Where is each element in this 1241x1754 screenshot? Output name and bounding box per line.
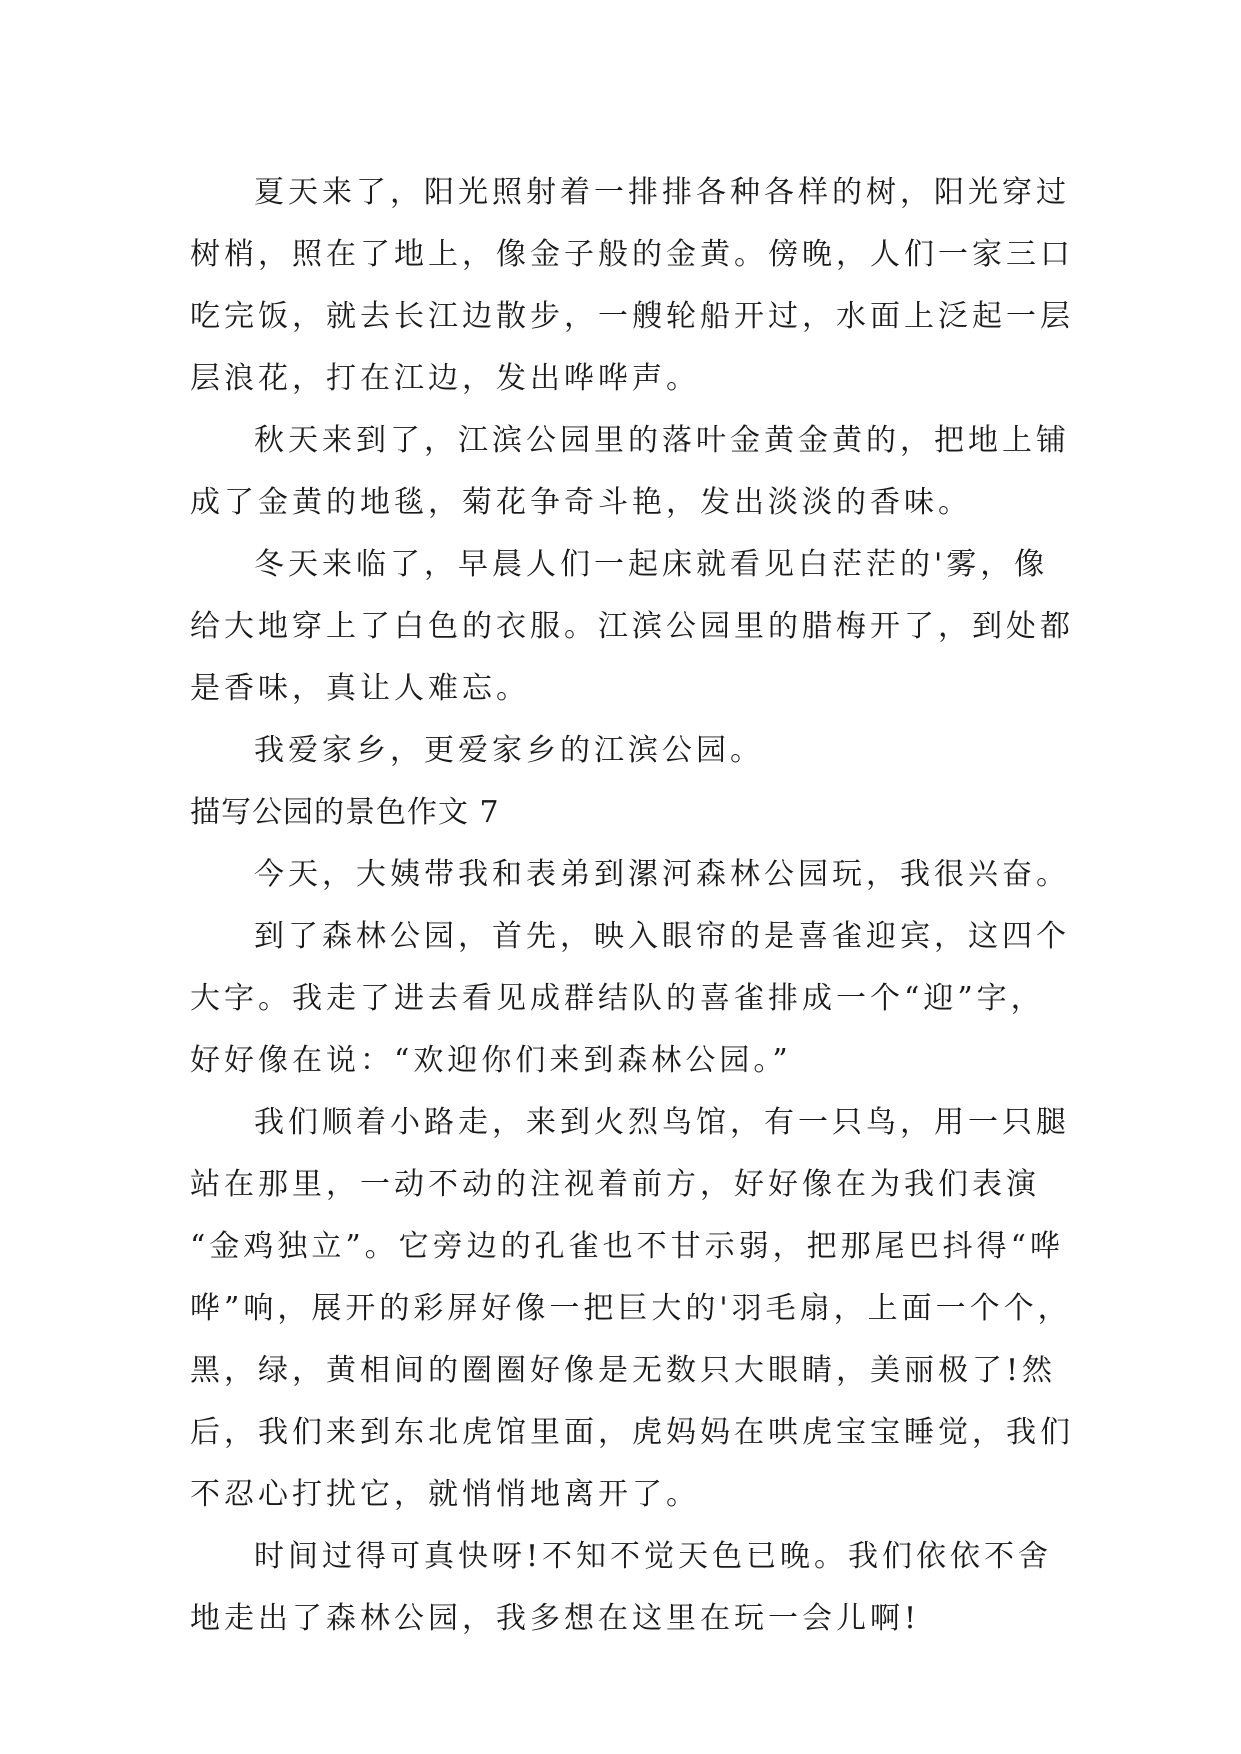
text-line: 层浪花，打在江边，发出哗哗声。: [190, 361, 700, 396]
paragraph: [190, 162, 1074, 410]
text-line: 冬天来临了，早晨人们一起床就看见白茫茫的'雾，像: [254, 547, 1049, 582]
text-line: 今天，大姨带我和表弟到漯河森林公园玩，我很兴奋。: [254, 857, 1070, 892]
text-line: 给大地穿上了白色的衣服。江滨公园里的腊梅开了，到处都: [190, 609, 1074, 644]
text-line: 时间过得可真快呀!不知不觉天色已晚。我们依依不舍: [254, 1539, 1053, 1574]
section-heading: 描写公园的景色作文 7: [190, 795, 500, 830]
text-line: “金鸡独立”。它旁边的孔雀也不甘示弱，把那尾巴抖得“哗: [190, 1229, 1065, 1264]
text-line: 后，我们来到东北虎馆里面，虎妈妈在哄虎宝宝睡觉，我们: [190, 1415, 1074, 1450]
text-line: 成了金黄的地毯，菊花争奇斗艳，发出淡淡的香味。: [190, 485, 972, 520]
text-line: 好好像在说：“欢迎你们来到森林公园。”: [190, 1043, 792, 1078]
text-line: 秋天来到了，江滨公园里的落叶金黄金黄的，把地上铺: [254, 423, 1070, 458]
text-line: 到了森林公园，首先，映入眼帘的是喜雀迎宾，这四个: [254, 919, 1070, 954]
text-line: 夏天来了，阳光照射着一排排各种各样的树，阳光穿过: [254, 175, 1070, 210]
document-body: [190, 162, 1074, 1650]
paragraph: [190, 1526, 1070, 1650]
paragraph: [190, 410, 1070, 534]
text-line: 地走出了森林公园，我多想在这里在玩一会儿啊!: [190, 1601, 921, 1636]
text-line: 吃完饭，就去长江边散步，一艘轮船开过，水面上泛起一层: [190, 299, 1074, 334]
text-line: 大字。我走了进去看见成群结队的喜雀排成一个“迎”字，: [190, 981, 1045, 1016]
text-line: 哗”响，展开的彩屏好像一把巨大的'羽毛扇，上面一个个，: [190, 1291, 1072, 1326]
text-line: 是香味，真让人难忘。: [190, 671, 530, 706]
paragraph: [190, 534, 1074, 720]
paragraph: [190, 720, 1070, 782]
paragraph: [190, 1092, 1074, 1526]
text-line: 我们顺着小路走，来到火烈鸟馆，有一只鸟，用一只腿: [254, 1105, 1070, 1140]
text-line: 我爱家乡，更爱家乡的江滨公园。: [254, 733, 764, 768]
text-line: 黑，绿，黄相间的圈圈好像是无数只大眼睛，美丽极了!然: [190, 1353, 1057, 1388]
text-line: 树梢，照在了地上，像金子般的金黄。傍晚，人们一家三口: [190, 237, 1074, 272]
paragraph: [190, 906, 1070, 1092]
text-line: 站在那里，一动不动的注视着前方，好好像在为我们表演: [190, 1167, 1040, 1202]
text-line: 不忍心打扰它，就悄悄地离开了。: [190, 1477, 700, 1512]
paragraph: [190, 844, 1070, 906]
